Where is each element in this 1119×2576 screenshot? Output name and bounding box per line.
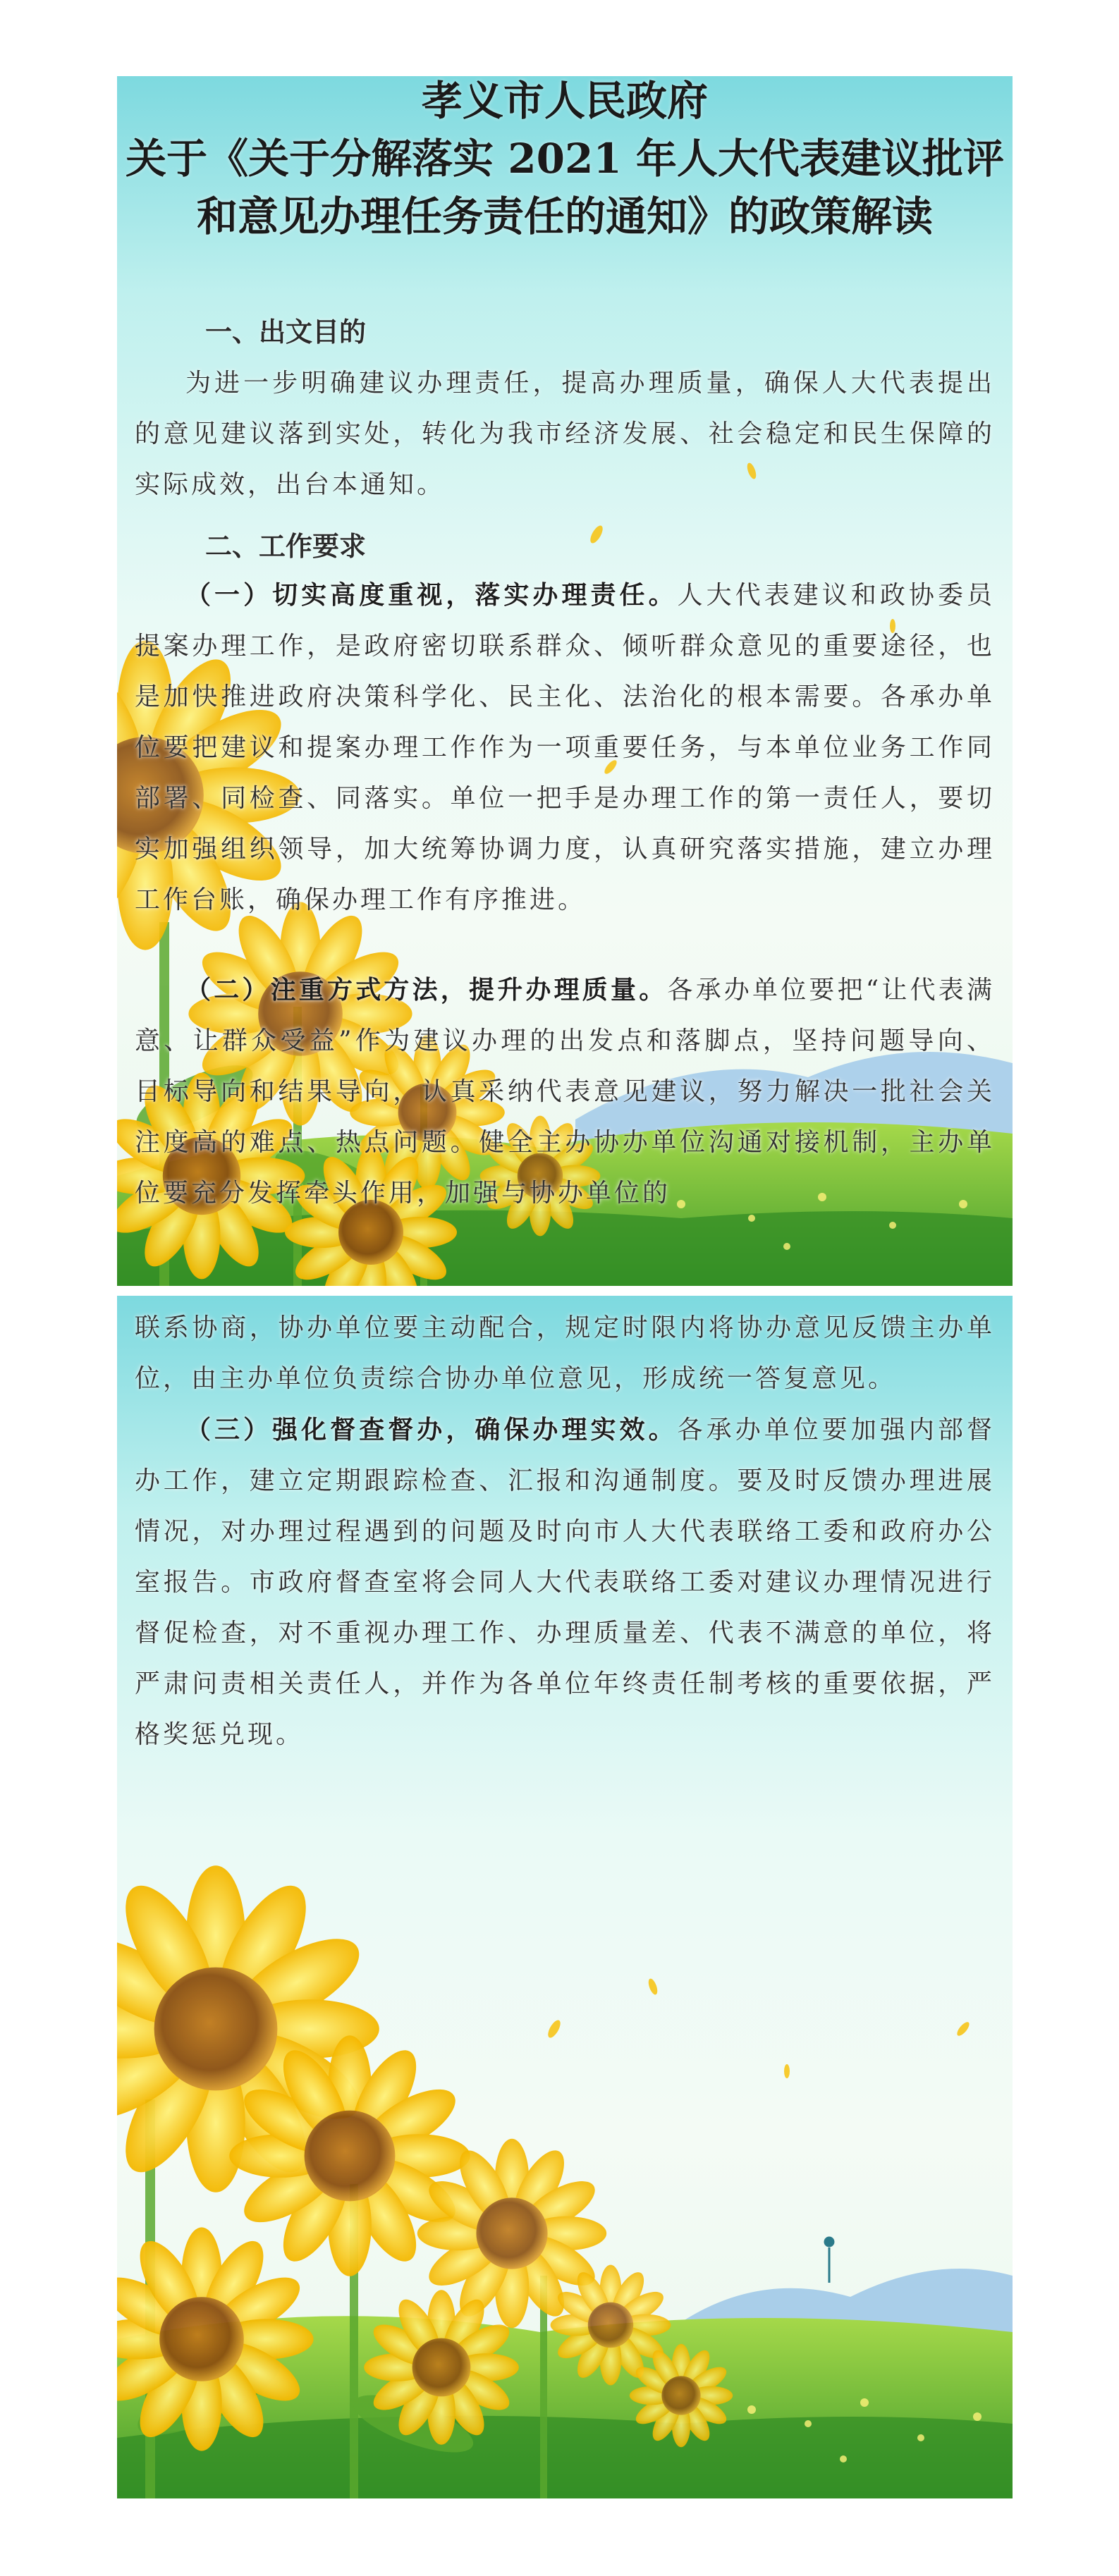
item-1-lead: （一）切实高度重视，落实办理责任。 [185,580,678,610]
item-3-body: 各承办单位要加强内部督办工作，建立定期跟踪检查、汇报和沟通制度。要及时反馈办理进展情况，对办理过程遇到的问题及时向市人大代表联络工委和政府办公室报告。市政府督查室将会同人大代表联络工委对建议办理情况进行督促检查，对不重视办理工作、办理质量差、代表不满意的单位，将严肃问责相关责任人，并作为各单位年终责任制考核的重要依据，严格奖惩兑现。 [135,1416,995,1749]
item-3-lead: （三）强化督查督办，确保办理实效。 [185,1415,678,1445]
item-2-paragraph [135,964,995,1219]
section-body-purpose: 为进一步明确建议办理责任，提高办理质量，确保人大代表提出的意见建议落到实处，转化为我市经济发展、社会稳定和民生保障的实际成效，出台本通知。 [135,369,995,499]
item-1-paragraph [135,570,995,926]
page-panel-2 [117,1296,1013,2498]
section-heading-requirements: 二、工作要求 [205,530,367,562]
title-line-3: 和意见办理任务责任的通知》的政策解读 [196,192,933,240]
document-text-layer-1 [117,76,1013,1286]
item-1-body: 人大代表建议和政协委员提案办理工作，是政府密切联系群众、倾听群众意见的重要途径，也是加快推进政府决策科学化、民主化、法治化的根本需要。各承办单位要把建议和提案办理工作作为一项重要任务，与本单位业务工作同部署、同检查、同落实。单位一把手是办理工作的第一责任人，要切实加强组织领导，加大统筹协调力度，认真研究落实措施，建立办理工作台账，确保办理工作有序推进。 [135,581,995,914]
document-text-layer-2 [117,1296,1013,2498]
page-panel-1 [117,76,1013,1286]
item-2-body-part-a: 各承办单位要把“让代表满意、让群众受益”作为建议办理的出发点和落脚点，坚持问题导向、目标导向和结果导向，认真采纳代表意见建议，努力解决一批社会关注度高的难点、热点问题。健全主办协办单位沟通对接机制，主办单位要充分发挥牵头作用，加强与协办单位的 [135,976,995,1208]
item-3-paragraph [135,1404,995,1760]
section-heading-purpose: 一、出文目的 [205,316,367,348]
title-line-2: 关于《关于分解落实 2021 年人大代表建议批评 [126,135,1004,183]
item-2-body-part-b: 联系协商，协办单位要主动配合，规定时限内将协办意见反馈主办单位，由主办单位负责综合协办单位意见，形成统一答复意见。 [135,1313,995,1393]
title-line-1: 孝义市人民政府 [421,77,708,125]
item-2-lead: （二）注重方式方法，提升办理质量。 [185,975,668,1005]
